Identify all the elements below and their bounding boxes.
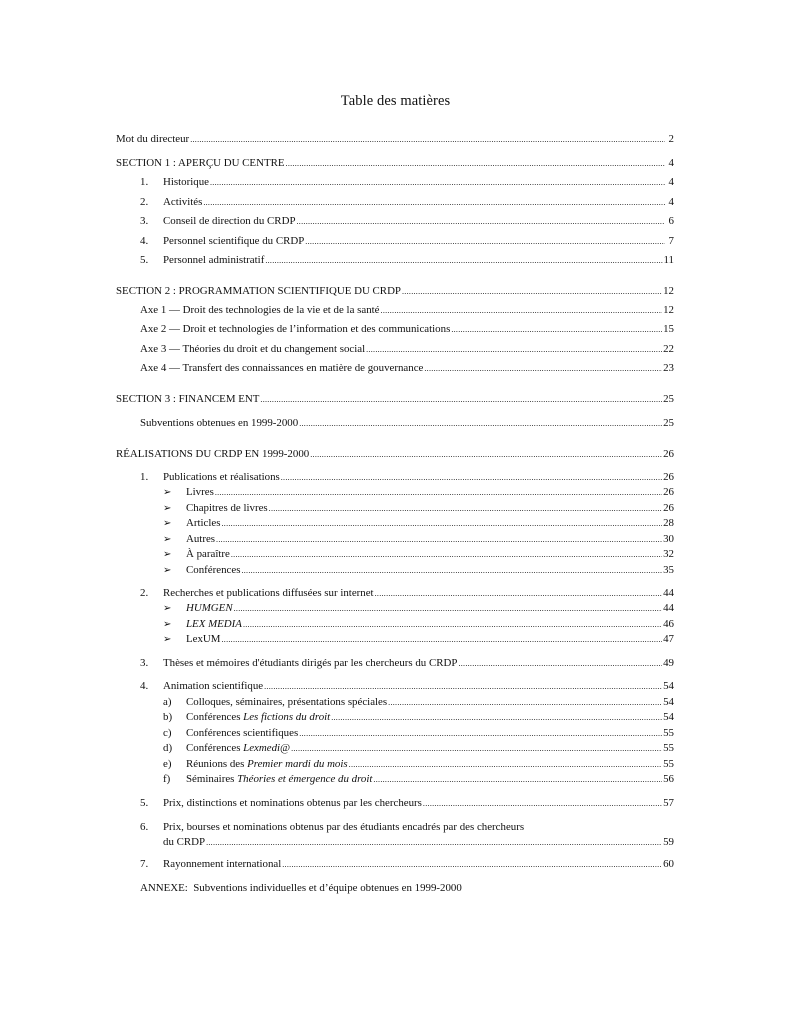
dot-leader	[299, 728, 662, 739]
toc-label-italic: Les fictions du droit	[243, 711, 331, 723]
toc-entry-activites[interactable]	[140, 195, 674, 209]
dot-leader	[281, 472, 662, 483]
toc-entry-recherches-internet[interactable]	[140, 586, 674, 600]
toc-entry-chapitres[interactable]	[163, 501, 674, 515]
toc-entry-subventions[interactable]	[140, 416, 674, 430]
toc-label: Animation scientifique	[163, 680, 264, 692]
dot-leader	[231, 549, 662, 560]
toc-page-number: 49	[663, 657, 674, 669]
toc-label: Publications et réalisations	[163, 471, 280, 483]
toc-label: Axe 3 — Théories du droit et du changement social	[140, 343, 366, 355]
toc-label: Conseil de direction du CRDP	[163, 215, 296, 227]
dot-leader	[286, 158, 665, 169]
toc-entry-personnel-scientifique[interactable]	[140, 234, 674, 248]
toc-page-number: 11	[663, 254, 674, 266]
toc-entry-axe-1[interactable]	[140, 303, 674, 317]
toc-entry-lexmedia-conferences[interactable]	[163, 741, 674, 755]
toc-entry-livres[interactable]	[163, 485, 674, 499]
toc-entry-prix-chercheurs[interactable]	[140, 796, 674, 810]
dot-leader	[216, 534, 662, 545]
toc-label: Chapitres de livres	[186, 502, 268, 514]
arrow-bullet-icon: ➢	[163, 503, 172, 514]
toc-label-prefix: Réunions des	[186, 758, 248, 770]
arrow-bullet-icon: ➢	[163, 603, 172, 614]
toc-sub-letter: a)	[163, 696, 172, 708]
toc-label	[186, 617, 242, 631]
toc-label-italic: Premier mardi du mois	[247, 758, 348, 770]
dot-leader	[206, 837, 662, 848]
dot-leader	[215, 487, 662, 498]
toc-number: 5.	[140, 797, 149, 809]
toc-label	[186, 710, 330, 724]
toc-entry-axe-4[interactable]	[140, 361, 674, 375]
toc-entry-conseil-direction[interactable]	[140, 214, 674, 228]
toc-entry-fictions-du-droit[interactable]	[163, 710, 674, 724]
toc-page-number: 44	[663, 602, 674, 614]
toc-page-number: 22	[663, 343, 674, 355]
toc-label-italic: LEX MEDIA	[186, 618, 242, 630]
toc-number: 3.	[140, 215, 149, 227]
toc-label: SECTION 1 : APERÇU DU CENTRE	[116, 157, 285, 169]
toc-page-number: 6	[668, 215, 674, 227]
toc-number: 4.	[140, 680, 149, 692]
toc-label: Recherches et publications diffusées sur internet	[163, 587, 374, 599]
toc-label: Personnel administratif	[163, 254, 265, 266]
toc-number: 5.	[140, 254, 149, 266]
toc-label	[186, 741, 290, 755]
toc-page-number: 7	[668, 235, 674, 247]
toc-label: Conférences	[186, 564, 241, 576]
toc-label	[186, 601, 233, 615]
toc-page-number: 59	[663, 836, 674, 848]
arrow-bullet-icon: ➢	[163, 565, 172, 576]
toc-page-number: 15	[663, 323, 674, 335]
toc-page-number: 54	[663, 711, 674, 723]
dot-leader	[221, 518, 662, 529]
toc-label: Subventions obtenues en 1999-2000	[140, 417, 299, 429]
dot-leader	[234, 603, 663, 614]
toc-label: Axe 2 — Droit et technologies de l’information et des communications	[140, 323, 451, 335]
toc-page-number: 4	[668, 196, 674, 208]
dot-leader	[373, 774, 662, 785]
toc-page-number: 25	[663, 417, 674, 429]
toc-label: SECTION 3 : FINANCEM ENT	[116, 393, 260, 405]
arrow-bullet-icon: ➢	[163, 518, 172, 529]
dot-leader	[381, 305, 663, 316]
toc-label-italic: Théories et émergence du droit	[237, 773, 373, 785]
toc-label: SECTION 2 : PROGRAMMATION SCIENTIFIQUE DU CRDP	[116, 285, 401, 297]
toc-entry-conferences-scientifiques[interactable]	[163, 726, 674, 740]
toc-page-number: 4	[668, 157, 674, 169]
toc-label: Mot du directeur	[116, 133, 190, 145]
dot-leader	[349, 759, 662, 770]
toc-label: Axe 1 — Droit des technologies de la vie et de la santé	[140, 304, 380, 316]
toc-number: 1.	[140, 176, 149, 188]
toc-label: Articles	[186, 517, 221, 529]
toc-page-number: 57	[663, 797, 674, 809]
toc-number: 6.	[140, 821, 149, 833]
toc-page-number: 54	[663, 680, 674, 692]
toc-number: 2.	[140, 196, 149, 208]
toc-label-continued: du CRDP	[163, 836, 206, 848]
toc-page-number: 23	[663, 362, 674, 374]
toc-entry-premier-mardi[interactable]	[163, 757, 674, 771]
dot-leader	[221, 634, 662, 645]
toc-page-number: 25	[663, 393, 674, 405]
toc-entry-publications[interactable]	[140, 470, 674, 484]
toc-page-number: 26	[663, 471, 674, 483]
toc-label: Personnel scientifique du CRDP	[163, 235, 305, 247]
toc-page-number: 60	[663, 858, 674, 870]
toc-label: RÉALISATIONS DU CRDP EN 1999-2000	[116, 448, 310, 460]
toc-entry-lexum[interactable]	[163, 632, 674, 646]
toc-page-number: 32	[663, 548, 674, 560]
toc-entry-conferences[interactable]	[163, 563, 674, 577]
toc-page-number: 35	[663, 564, 674, 576]
toc-entry-section-3[interactable]	[116, 392, 674, 406]
dot-leader	[243, 619, 662, 630]
toc-entry-articles[interactable]	[163, 516, 674, 530]
arrow-bullet-icon: ➢	[163, 487, 172, 498]
arrow-bullet-icon: ➢	[163, 619, 172, 630]
toc-label: Colloques, séminaires, présentations spéciales	[186, 696, 388, 708]
dot-leader	[305, 236, 665, 247]
toc-page-number: 44	[663, 587, 674, 599]
toc-entry-personnel-administratif[interactable]	[140, 253, 674, 267]
dot-leader	[210, 177, 665, 188]
toc-page-number: 28	[663, 517, 674, 529]
toc-entry-rayonnement[interactable]	[140, 857, 674, 871]
toc-number: 7.	[140, 858, 149, 870]
toc-sub-letter: d)	[163, 742, 173, 754]
toc-label: À paraître	[186, 548, 230, 560]
toc-label-prefix: Conférences	[186, 742, 244, 754]
toc-page-number: 12	[663, 285, 674, 297]
toc-number: 4.	[140, 235, 149, 247]
toc-entry-historique[interactable]	[140, 175, 674, 189]
dot-leader	[331, 712, 662, 723]
toc-entry-section-1[interactable]	[116, 156, 674, 170]
toc-label-italic: Lexmedi@	[243, 742, 291, 754]
toc-entry-axe-3[interactable]	[140, 342, 674, 356]
dot-leader	[241, 565, 662, 576]
toc-label	[186, 757, 348, 771]
toc-label-italic: HUMGEN	[186, 602, 233, 614]
toc-sub-letter: c)	[163, 727, 172, 739]
toc-label: LexUM	[186, 633, 221, 645]
toc-sub-letter: f)	[163, 773, 171, 785]
toc-entry-colloques[interactable]	[163, 695, 674, 709]
toc-page-number: 55	[663, 742, 674, 754]
toc-label-prefix: Conférences	[186, 711, 244, 723]
toc-number: 3.	[140, 657, 149, 669]
toc-label: Conférences scientifiques	[186, 727, 299, 739]
dot-leader	[424, 363, 662, 374]
dot-leader	[264, 681, 662, 692]
toc-sub-letter: b)	[163, 711, 173, 723]
dot-leader	[423, 798, 662, 809]
toc-page-number: 4	[668, 176, 674, 188]
toc-entry-seminaires-theories[interactable]	[163, 772, 674, 786]
dot-leader	[458, 658, 662, 669]
toc-page-number: 46	[663, 618, 674, 630]
page-title: Table des matières	[340, 93, 451, 109]
dot-leader	[282, 859, 662, 870]
toc-page-number: 2	[668, 133, 674, 145]
arrow-bullet-icon: ➢	[163, 549, 172, 560]
toc-number: 1.	[140, 471, 149, 483]
toc-page-number: 55	[663, 758, 674, 770]
dot-leader	[366, 344, 662, 355]
dot-leader	[190, 134, 665, 145]
toc-label: Rayonnement international	[163, 858, 282, 870]
toc-page-number: 56	[663, 773, 674, 785]
dot-leader	[451, 324, 662, 335]
toc-page-number: 30	[663, 533, 674, 545]
toc-entry-prix-etudiants-line1[interactable]	[140, 820, 524, 834]
toc-page-number: 26	[663, 448, 674, 460]
toc-number: 2.	[140, 587, 149, 599]
dot-leader	[388, 697, 662, 708]
toc-entry-theses[interactable]	[140, 656, 674, 670]
toc-page-number: 55	[663, 727, 674, 739]
toc-entry-realisations[interactable]	[116, 447, 674, 461]
dot-leader	[291, 743, 662, 754]
dot-leader	[203, 197, 665, 208]
toc-entry-lex-media[interactable]	[163, 617, 674, 631]
toc-page-number: 47	[663, 633, 674, 645]
toc-label: Prix, distinctions et nominations obtenus par les chercheurs	[163, 797, 422, 809]
toc-label: Historique	[163, 176, 209, 188]
dot-leader	[402, 286, 662, 297]
toc-entry-animation[interactable]	[140, 679, 674, 693]
dot-leader	[299, 418, 662, 429]
arrow-bullet-icon: ➢	[163, 634, 172, 645]
toc-entry-axe-2[interactable]	[140, 322, 674, 336]
toc-entry-prix-etudiants-line2[interactable]	[163, 835, 674, 849]
toc-label-prefix: Séminaires	[186, 773, 238, 785]
toc-entry-a-paraitre[interactable]	[163, 547, 674, 561]
toc-entry-annexe[interactable]: ANNEXE: Subventions individuelles et d’équipe obtenues en 1999-2000	[140, 882, 462, 894]
toc-entry-mot-du-directeur[interactable]	[116, 132, 674, 146]
toc-entry-autres[interactable]	[163, 532, 674, 546]
toc-label	[186, 772, 372, 786]
toc-label: Autres	[186, 533, 216, 545]
toc-label: Axe 4 — Transfert des connaissances en matière de gouvernance	[140, 362, 424, 374]
toc-entry-section-2[interactable]	[116, 284, 674, 298]
dot-leader	[375, 588, 663, 599]
dot-leader	[297, 216, 666, 227]
toc-label: Activités	[163, 196, 203, 208]
toc-sub-letter: e)	[163, 758, 172, 770]
toc-label: Prix, bourses et nominations obtenus par des étudiants encadrés par des chercheurs	[163, 821, 525, 833]
toc-page-number: 26	[663, 486, 674, 498]
toc-page-number: 54	[663, 696, 674, 708]
dot-leader	[310, 449, 662, 460]
arrow-bullet-icon: ➢	[163, 534, 172, 545]
dot-leader	[265, 255, 662, 266]
dot-leader	[269, 503, 662, 514]
toc-entry-humgen[interactable]	[163, 601, 674, 615]
toc-label: Livres	[186, 486, 214, 498]
toc-page-number: 26	[663, 502, 674, 514]
toc-page-number: 12	[663, 304, 674, 316]
toc-label: Thèses et mémoires d'étudiants dirigés par les chercheurs du CRDP	[163, 657, 458, 669]
dot-leader	[260, 394, 662, 405]
